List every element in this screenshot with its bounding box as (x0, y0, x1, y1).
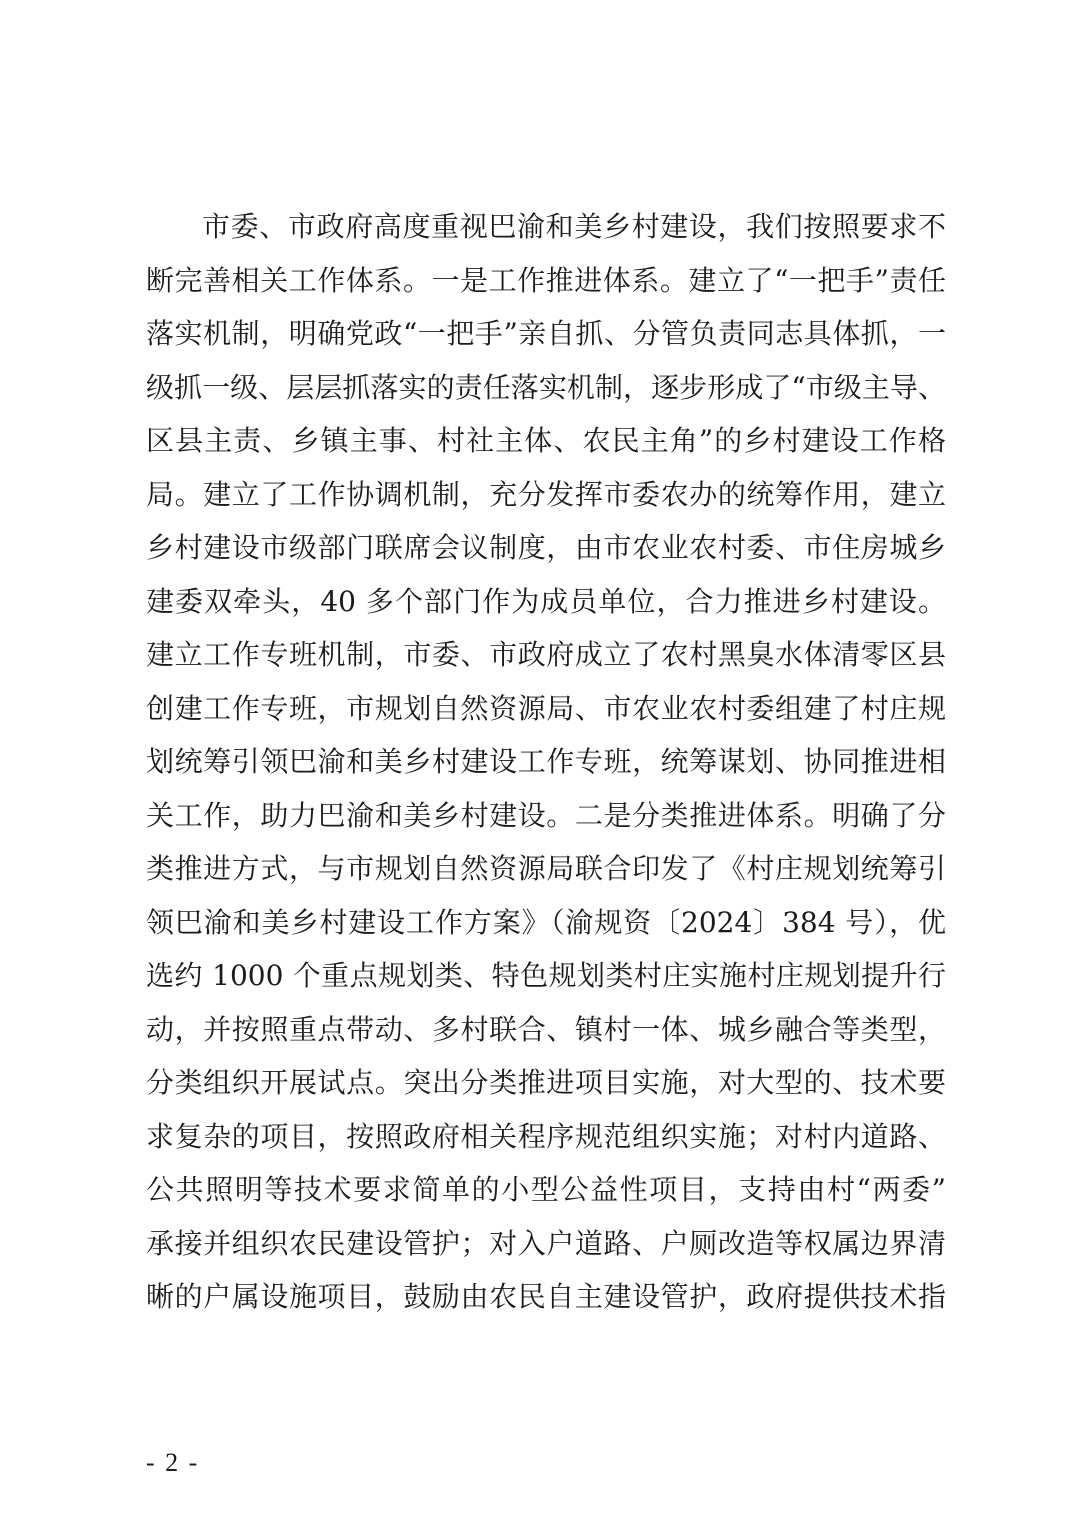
text-line: 局。建立了工作协调机制，充分发挥市委农办的统筹作用，建立 (146, 477, 946, 511)
text-line: 级抓一级、层层抓落实的责任落实机制，逐步形成了“市级主导、 (146, 370, 946, 404)
text-line: 创建工作专班，市规划自然资源局、市农业农村委组建了村庄规 (146, 691, 946, 725)
text-line: 选约 1000 个重点规划类、特色规划类村庄实施村庄规划提升行 (146, 959, 946, 992)
text-line: 落实机制，明确党政“一把手”亲自抓、分管负责同志具体抓，一 (146, 317, 946, 350)
text-line: 区县主责、乡镇主事、村社主体、农民主角”的乡村建设工作格 (146, 424, 946, 457)
text-line: 公共照明等技术要求简单的小型公益性项目，支持由村“两委” (146, 1173, 946, 1206)
text-line: 动，并按照重点带动、多村联合、镇村一体、城乡融合等类型， (146, 1012, 946, 1046)
body-paragraph (146, 200, 946, 1324)
text-line: 分类组织开展试点。突出分类推进项目实施，对大型的、技术要 (146, 1066, 946, 1099)
text-line: 建立工作专班机制，市委、市政府成立了农村黑臭水体清零区县 (146, 638, 946, 671)
text-line: 承接并组织农民建设管护；对入户道路、户厕改造等权属边界清 (146, 1226, 946, 1260)
text-line: 断完善相关工作体系。一是工作推进体系。建立了“一把手”责任 (146, 263, 946, 297)
page-number: - 2 - (146, 1448, 200, 1477)
text-line: 划统筹引领巴渝和美乡村建设工作专班，统筹谋划、协同推进相 (146, 745, 946, 778)
text-line: 晰的户属设施项目，鼓励由农民自主建设管护，政府提供技术指 (146, 1280, 946, 1313)
text-line: 类推进方式，与市规划自然资源局联合印发了《村庄规划统筹引 (146, 852, 946, 885)
text-line: 乡村建设市级部门联席会议制度，由市农业农村委、市住房城乡 (146, 531, 946, 564)
text-line: 求复杂的项目，按照政府相关程序规范组织实施；对村内道路、 (146, 1119, 946, 1153)
text-line: 市委、市政府高度重视巴渝和美乡村建设，我们按照要求不 (202, 210, 946, 243)
text-line: 关工作，助力巴渝和美乡村建设。二是分类推进体系。明确了分 (146, 798, 946, 832)
text-line: 建委双牵头，40 多个部门作为成员单位，合力推进乡村建设。 (146, 584, 946, 618)
text-line: 领巴渝和美乡村建设工作方案》（渝规资〔2024〕384 号），优 (146, 905, 946, 939)
